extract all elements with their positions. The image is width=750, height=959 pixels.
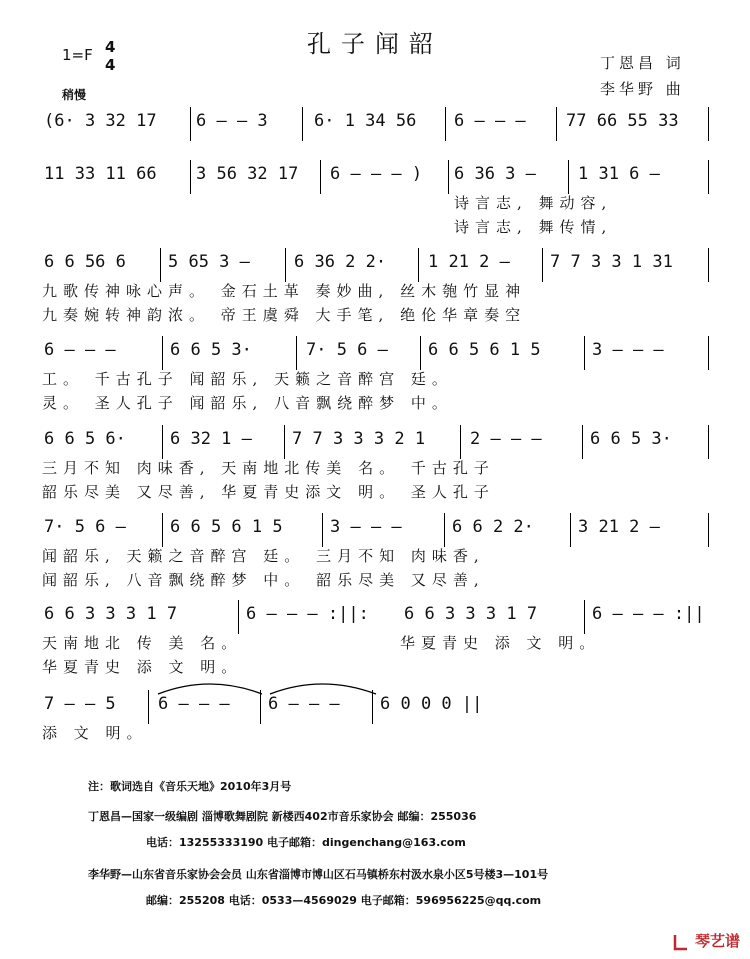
barline <box>584 336 585 370</box>
measure: 6 – – 3 <box>196 111 268 131</box>
lyric-verse-2: 华夏青史 添 文 明。 <box>42 658 243 676</box>
score-line-1 <box>0 107 750 147</box>
lyric-verse-1: 九歌传神咏心声。 金石土革 奏妙曲, 丝木匏竹显神 <box>42 282 527 300</box>
measure: 6 – – – :||: <box>246 604 369 624</box>
measure: 7· 5 6 – <box>306 340 388 360</box>
measure: 1 31 6 – <box>578 164 660 184</box>
barline <box>708 248 709 282</box>
barline <box>445 107 446 141</box>
measure: 3 56 32 17 <box>196 164 299 184</box>
site-logo <box>672 930 740 951</box>
measure: 6 6 5 3· <box>590 429 672 449</box>
barline <box>448 160 449 194</box>
source-note: 注：歌词选自《音乐天地》2010年3月号 <box>88 780 292 793</box>
lyric-verse-2: 诗言志, 舞传情, <box>454 218 613 236</box>
barline <box>320 160 321 194</box>
measure: 7· 5 6 – <box>44 517 126 537</box>
barline <box>708 336 709 370</box>
song-title: 孔子闻韶 <box>307 30 443 58</box>
tie-arcs <box>150 674 390 698</box>
measure: 6 36 3 – <box>454 164 536 184</box>
measure: 6 6 3 3 3 1 7 <box>404 604 538 624</box>
measure: 6 0 0 0 || <box>380 694 483 714</box>
lyricist-credit: 丁恩昌 词 <box>600 54 685 72</box>
lyric-verse-2: 闻韶乐, 八音飘绕醉梦 中。 韶乐尽美 又尽善, <box>42 571 485 589</box>
barline <box>460 425 461 459</box>
measure: 1 21 2 – <box>428 252 510 272</box>
measure: (6· 3 32 17 <box>44 111 157 131</box>
measure: 77 66 55 33 <box>566 111 679 131</box>
score-line-2 <box>0 160 750 200</box>
measure: 3 – – – <box>330 517 402 537</box>
meter-top: 4 <box>105 38 116 56</box>
barline <box>322 513 323 547</box>
barline <box>190 107 191 141</box>
measure: 11 33 11 66 <box>44 164 157 184</box>
measure: 6 6 2 2· <box>452 517 534 537</box>
measure: 6 6 3 3 3 1 7 <box>44 604 178 624</box>
measure: 6 32 1 – <box>170 429 252 449</box>
measure: 7 – – 5 <box>44 694 116 714</box>
lyric-verse-2: 灵。 圣人孔子 闻韶乐, 八音飘绕醉梦 中。 <box>42 394 453 412</box>
measure: 6 6 5 6 1 5 <box>170 517 283 537</box>
barline <box>542 248 543 282</box>
logo-icon <box>672 933 690 951</box>
barline <box>582 425 583 459</box>
barline <box>284 425 285 459</box>
measure: 7 7 3 3 3 2 1 <box>292 429 426 449</box>
measure: 5 65 3 – <box>168 252 250 272</box>
measure: 6 6 5 6· <box>44 429 126 449</box>
measure: 2 – – – <box>470 429 542 449</box>
lyric-verse-1: 闻韶乐, 天籁之音醉宫 廷。 三月不知 肉味香, <box>42 547 485 565</box>
composer-info: 李华野—山东省音乐家协会会员 山东省淄博市博山区石马镇桥东村汲水泉小区5号楼3—101号 <box>88 868 549 881</box>
composer-contact: 邮编：255208 电话：0533—4569029 电子邮箱：596956225@qq.com <box>146 894 542 907</box>
measure: 6 6 56 6 <box>44 252 126 272</box>
barline <box>556 107 557 141</box>
barline <box>238 600 239 634</box>
lyric-verse-1: 天南地北 传 美 名。 <box>42 634 243 652</box>
barline <box>420 336 421 370</box>
barline <box>444 513 445 547</box>
key-signature: 1=F <box>62 46 93 64</box>
measure: 6· 1 34 56 <box>314 111 417 131</box>
lyric-verse-2: 韶乐尽美 又尽善, 华夏青史添文 明。 圣人孔子 <box>42 483 495 501</box>
measure: 6 – – – <box>44 340 116 360</box>
barline <box>162 336 163 370</box>
meter-bottom: 4 <box>105 56 116 74</box>
measure: 6 6 5 3· <box>170 340 252 360</box>
barline <box>285 248 286 282</box>
measure: 6 36 2 2· <box>294 252 387 272</box>
lyricist-contact: 电话：13255333190 电子邮箱：dingenchang@163.com <box>146 836 466 849</box>
barline <box>570 513 571 547</box>
measure: 6 – – – :|| <box>592 604 705 624</box>
composer-credit: 李华野 曲 <box>600 80 685 98</box>
barline <box>162 513 163 547</box>
logo-text: 琴艺谱 <box>694 932 740 950</box>
barline <box>162 425 163 459</box>
barline <box>584 600 585 634</box>
barline <box>148 690 149 724</box>
measure: 3 – – – <box>592 340 664 360</box>
measure: 7 7 3 3 1 31 <box>550 252 673 272</box>
lyric-verse-1: 工。 千古孔子 闻韶乐, 天籁之音醉宫 廷。 <box>42 370 453 388</box>
barline <box>708 160 709 194</box>
barline <box>708 513 709 547</box>
lyric-verse-2: 九奏婉转神韵浓。 帝王虞舜 大手笔, 绝伦华章奏空 <box>42 306 527 324</box>
measure: 6 6 5 6 1 5 <box>428 340 541 360</box>
barline <box>190 160 191 194</box>
barline <box>568 160 569 194</box>
barline <box>296 336 297 370</box>
barline <box>302 107 303 141</box>
lyricist-info: 丁恩昌—国家一级编剧 淄博歌舞剧院 新楼西402市音乐家协会 邮编：255036 <box>88 810 477 823</box>
measure: 3 21 2 – <box>578 517 660 537</box>
lyric-verse-1: 三月不知 肉味香, 天南地北传美 名。 千古孔子 <box>42 459 495 477</box>
tempo-marking: 稍慢 <box>62 88 87 102</box>
lyric-verse-1-ending: 华夏青史 添 文 明。 <box>400 634 601 652</box>
barline <box>160 248 161 282</box>
lyric-verse-1: 诗言志, 舞动容, <box>454 194 613 212</box>
time-signature <box>105 38 115 74</box>
lyric-final: 添 文 明。 <box>42 724 148 742</box>
barline <box>418 248 419 282</box>
measure: 6 – – – <box>158 694 230 714</box>
measure: 6 – – – ) <box>330 164 423 184</box>
barline <box>708 107 709 141</box>
barline <box>708 425 709 459</box>
measure: 6 – – – <box>454 111 526 131</box>
measure: 6 – – – <box>268 694 340 714</box>
